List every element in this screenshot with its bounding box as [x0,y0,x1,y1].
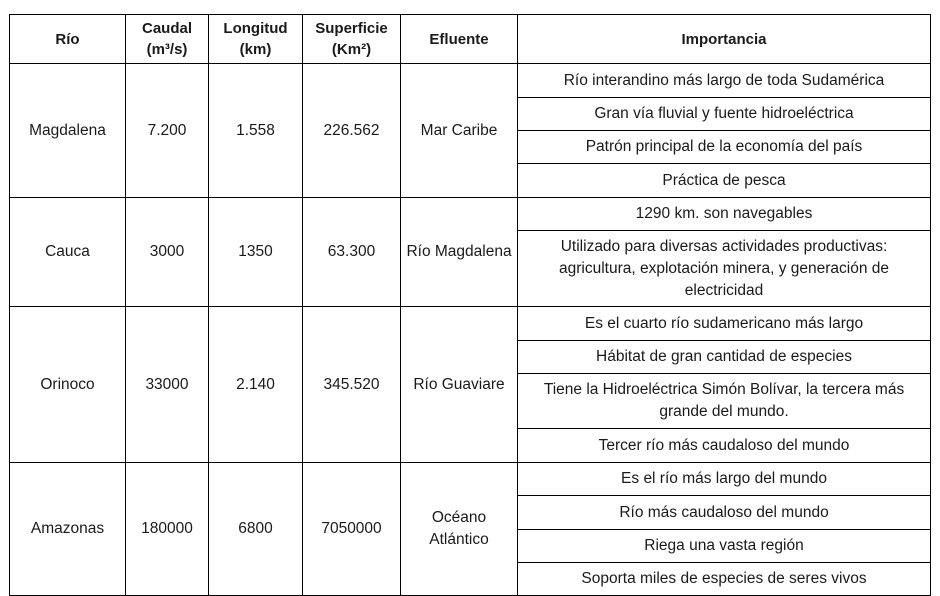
importancia-item: Gran vía fluvial y fuente hidroeléctrica [518,98,931,131]
header-caudal [126,15,209,64]
importancia-item: Río interandino más largo de toda Sudamérica [518,64,931,98]
importancia-item: Utilizado para diversas actividades productivas: agricultura, explotación minera, y generación de electricidad [518,231,931,307]
importancia-item: Patrón principal de la economía del país [518,131,931,164]
header-rio: Río [10,15,126,64]
efluente-value: Río Magdalena [401,198,518,307]
importancia-item: Es el río más largo del mundo [518,463,931,496]
header-importancia: Importancia [518,15,931,64]
caudal-value: 3000 [126,198,209,307]
header-superficie [303,15,401,64]
efluente-value: Océano Atlántico [401,463,518,596]
table-row [10,64,931,98]
efluente-value: Río Guaviare [401,307,518,463]
longitud-value: 1.558 [209,64,303,198]
importancia-item: Río más caudaloso del mundo [518,496,931,530]
superficie-value: 7050000 [303,463,401,596]
importancia-item: Práctica de pesca [518,164,931,198]
importancia-item: Tiene la Hidroeléctrica Simón Bolívar, la tercera más grande del mundo. [518,374,931,429]
superficie-value: 226.562 [303,64,401,198]
header-row [10,15,931,64]
table-row [10,463,931,496]
rio-name: Cauca [10,198,126,307]
caudal-value: 180000 [126,463,209,596]
rio-name: Magdalena [10,64,126,198]
header-caudal-unit: (m³/s) [146,41,188,58]
caudal-value: 33000 [126,307,209,463]
importancia-item: Riega una vasta región [518,530,931,563]
header-caudal-title: Caudal [141,20,192,37]
longitud-value: 2.140 [209,307,303,463]
header-longitud-title: Longitud [223,20,288,37]
efluente-value: Mar Caribe [401,64,518,198]
header-longitud [209,15,303,64]
longitud-value: 6800 [209,463,303,596]
superficie-value: 345.520 [303,307,401,463]
header-longitud-unit: (km) [239,41,272,58]
longitud-value: 1350 [209,198,303,307]
rio-name: Orinoco [10,307,126,463]
importancia-item: Es el cuarto río sudamericano más largo [518,307,931,341]
table-row [10,307,931,341]
header-superficie-unit: (Km²) [331,41,372,58]
rio-name: Amazonas [10,463,126,596]
table-row [10,198,931,231]
importancia-item: Hábitat de gran cantidad de especies [518,341,931,374]
rivers-table [9,14,931,596]
importancia-item: Soporta miles de especies de seres vivos [518,563,931,596]
superficie-value: 63.300 [303,198,401,307]
header-efluente: Efluente [401,15,518,64]
caudal-value: 7.200 [126,64,209,198]
importancia-item: Tercer río más caudaloso del mundo [518,429,931,463]
importancia-item: 1290 km. son navegables [518,198,931,231]
header-superficie-title: Superficie [315,20,388,37]
